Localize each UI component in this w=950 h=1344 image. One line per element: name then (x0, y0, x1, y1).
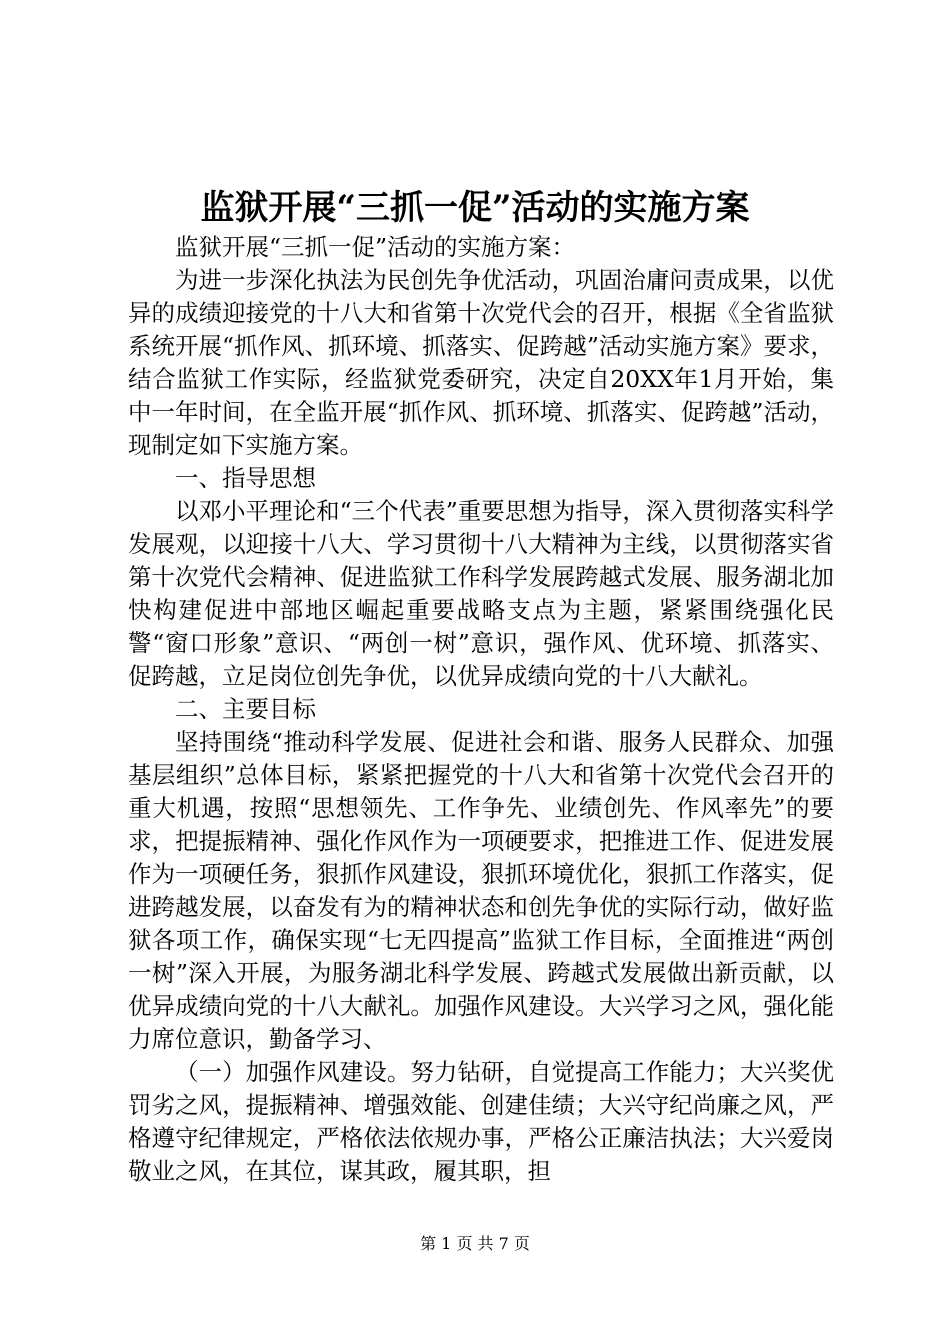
heading-main-goals: 二、主要目标 (175, 695, 316, 723)
heading-guiding-ideology: 一、指导思想 (175, 464, 316, 492)
page-number-footer: 第 1 页 共 7 页 (420, 1234, 530, 1253)
paragraph-guiding-ideology: 以邓小平理论和“三个代表”重要思想为指导，深入贯彻落实科学发展观，以迎接十八大、学习贯彻十八大精神为主线，以贯彻落实省第十次党代会精神、促进监狱工作科学发展跨越式发展、服务湖北加快构建促进中部地区崛起重要战略支点为主题，紧紧围绕强化民警“窗口形象”意识、“两创一树”意识，强作风、优环境、抓落实、促跨越，立足岗位创先争优，以优异成绩向党的十八大献礼。 (128, 497, 834, 690)
document-body (128, 231, 834, 1188)
paragraph-purpose: 为进一步深化执法为民创先争优活动，巩固治庸问责成果，以优异的成绩迎接党的十八大和省第十次党代会的召开，根据《全省监狱系统开展“抓作风、抓环境、抓落实、促跨越”活动实施方案》要求，结合监狱工作实际，经监狱党委研究，决定自20XX年1月开始，集中一年时间，在全监开展“抓作风、抓环境、抓落实、促跨越”活动，现制定如下实施方案。 (128, 266, 834, 459)
paragraph-main-goals: 坚持围绕“推动科学发展、促进社会和谐、服务人民群众、加强基层组织”总体目标，紧紧把握党的十八大和省第十次党代会召开的重大机遇，按照“思想领先、工作争先、业绩创先、作风率先”的要求，把提振精神、强化作风作为一项硬要求，把推进工作、促进发展作为一项硬任务，狠抓作风建设，狠抓环境优化，狠抓工作落实，促进跨越发展，以奋发有为的精神状态和创先争优的实际行动，做好监狱各项工作，确保实现“七无四提高”监狱工作目标，全面推进“两创一树”深入开展，为服务湖北科学发展、跨越式发展做出新贡献，以优异成绩向党的十八大献礼。加强作风建设。大兴学习之风，强化能力席位意识，勤备学习、 (128, 728, 834, 1053)
paragraph-intro: 监狱开展“三抓一促”活动的实施方案： (175, 233, 576, 261)
paragraph-style-building: （一）加强作风建设。努力钻研，自觉提高工作能力；大兴奖优罚劣之风，提振精神、增强效能、创建佳绩；大兴守纪尚廉之风，严格遵守纪律规定，严格依法依规办事，严格公正廉洁执法；大兴爱岗敬业之风，在其位，谋其政，履其职，担 (128, 1058, 834, 1185)
document-title: 监狱开展“三抓一促”活动的实施方案 (200, 188, 750, 228)
